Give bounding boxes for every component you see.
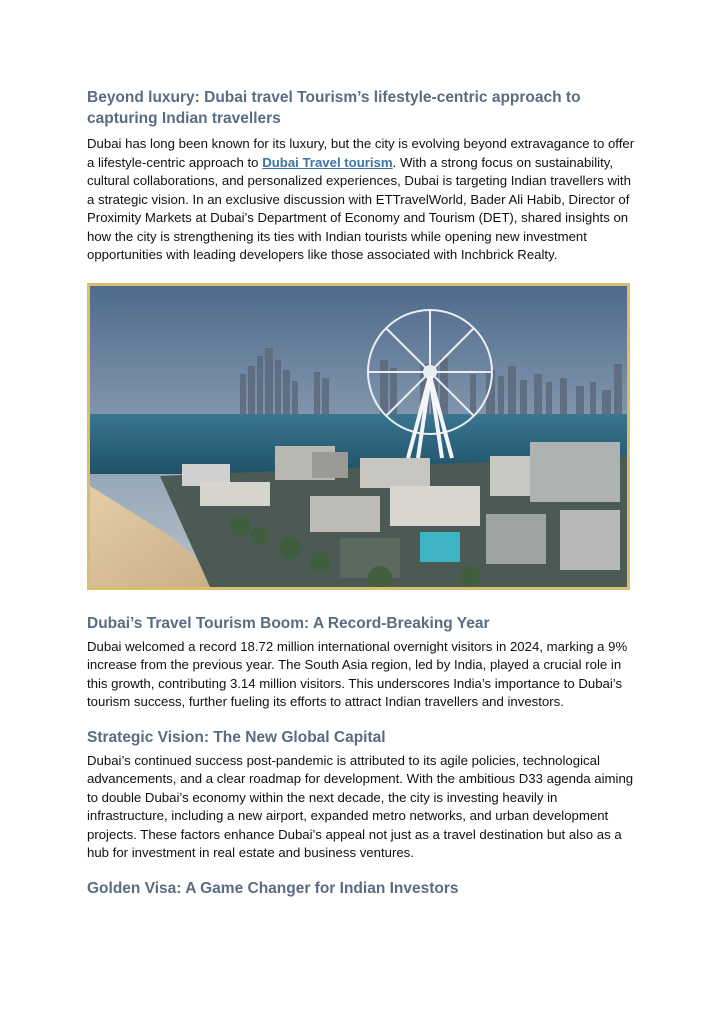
section-heading: Golden Visa: A Game Changer for Indian Investors <box>87 879 459 897</box>
section-paragraph: Dubai’s continued success post-pandemic is attributed to its agile policies, technological advancements, and a clear roadmap for development. With the ambitious D33 agenda aiming to double Dubai’s economy within the next decade, the city is investing heavily in infrastructure, including a new airport, expanded metro networks, and urban development projects. These factors enhance Dubai’s appeal not just as a travel destination but also as a hub for investment in real estate and business ventures. <box>87 752 634 860</box>
dubai-skyline-photo <box>87 283 630 590</box>
section-heading: Strategic Vision: The New Global Capital <box>87 728 386 746</box>
section-golden-visa <box>87 878 637 899</box>
dubai-travel-tourism-link[interactable]: Dubai Travel tourism <box>262 154 393 170</box>
intro-text-before-link: Dubai has long been known for its luxury, but the city is evolving beyond extravagance to offer a lifestyle-centric approach to <box>87 136 635 170</box>
intro-paragraph <box>87 135 637 265</box>
section-paragraph: Dubai welcomed a record 18.72 million international overnight visitors in 2024, marking a 9% increase from the previous year. The South Asia region, led by India, played a crucial role in this growth, contributing 3.14 million visitors. This underscores India’s importance to Dubai’s tourism success, further fueling its efforts to attract Indian travellers and investors. <box>87 638 628 709</box>
section-tourism-boom <box>87 613 637 712</box>
section-strategic-vision <box>87 727 637 863</box>
article <box>87 87 637 903</box>
section-heading: Dubai’s Travel Tourism Boom: A Record-Breaking Year <box>87 614 490 632</box>
article-title: Beyond luxury: Dubai travel Tourism’s lifestyle-centric approach to capturing Indian travellers <box>87 89 581 127</box>
ain-dubai-harbour-image <box>90 286 627 587</box>
intro-text-after-link: . With a strong focus on sustainability, cultural collaborations, and personalized experiences, Dubai is targeting Indian travellers with a strategic vision. In an exclusive discussion with ETTravelWorld, Bader Ali Habib, Director of Proximity Markets at Dubai’s Department of Economy and Tourism (DET), shared insights on how the city is strengthening its ties with Indian tourists while opening new investment opportunities with leading developers like those associated with Inchbrick Realty. <box>87 154 631 262</box>
